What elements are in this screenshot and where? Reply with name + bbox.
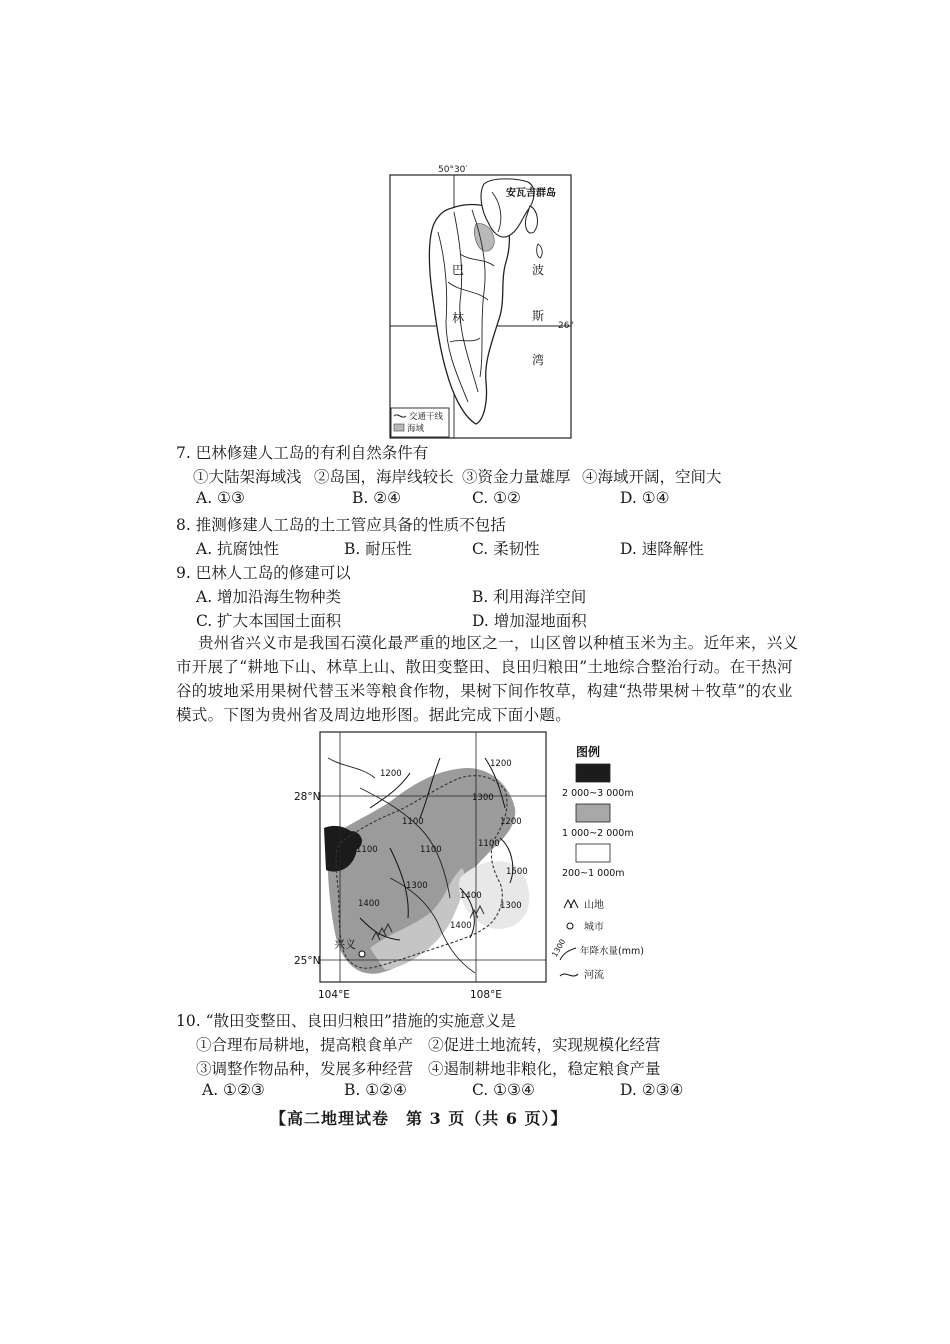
isohyet-label: 1500 xyxy=(506,867,528,877)
q10-statement-2: ②促进土地流转，实现规模化经营 xyxy=(428,1036,661,1054)
lon-104-label: 104°E xyxy=(318,989,350,1001)
passage-line-2: 市开展了“耕地下山、林草上山、散田变整田、良田归粮田”土地综合整治行动。在干热河 xyxy=(176,658,793,676)
isohyet-label: 1400 xyxy=(358,899,380,909)
legend-title: 图例 xyxy=(576,745,601,759)
q8-option-d: D. 速降解性 xyxy=(620,540,704,558)
isohyet-label: 1400 xyxy=(460,891,482,901)
q7-statement-1: ①大陆架海域浅 xyxy=(193,468,302,486)
country-char-1: 巴 xyxy=(452,263,465,277)
legend-city-label: 城市 xyxy=(584,922,604,933)
q7-option-a: A. ①③ xyxy=(196,489,245,507)
isohyet-label: 1200 xyxy=(380,769,402,779)
city-label: 兴义 xyxy=(334,938,356,951)
page-footer: 【高二地理试卷 第 3 页（共 6 页）】 xyxy=(270,1109,568,1128)
isohyet-label: 1300 xyxy=(472,793,494,803)
isohyet-label: 1200 xyxy=(500,817,522,827)
legend-road-label: 交通干线 xyxy=(409,412,444,422)
country-char-2: 林 xyxy=(452,311,465,325)
q10-option-a: A. ①②③ xyxy=(202,1081,265,1099)
river-legend-icon xyxy=(560,974,578,976)
legend-label-low: 200~1 000m xyxy=(562,868,625,879)
city-legend-icon xyxy=(567,923,573,929)
legend-label-mid: 1 000~2 000m xyxy=(562,828,634,839)
q7-statement-2: ②岛国，海岸线较长 xyxy=(314,468,454,486)
sea-legend-icon xyxy=(394,424,404,431)
q9-stem: 9. 巴林人工岛的修建可以 xyxy=(176,564,351,582)
isohyet-label: 1400 xyxy=(450,921,472,931)
isohyet-label: 1100 xyxy=(402,817,424,827)
passage-line-3: 谷的坡地采用果树代替玉米等粮食作物，果树下间作牧草，构建“热带果树＋牧草”的农业 xyxy=(176,682,793,700)
q10-option-c: C. ①③④ xyxy=(472,1081,535,1099)
q7-statement-4: ④海域开阔，空间大 xyxy=(582,468,722,486)
sea-char-1: 波 xyxy=(532,263,545,277)
q10-option-b: B. ①②④ xyxy=(344,1081,407,1099)
sea-char-2: 斯 xyxy=(532,309,545,323)
lon-108-label: 108°E xyxy=(470,989,502,1001)
q7-option-c: C. ①② xyxy=(472,489,521,507)
lat-25-label: 25°N xyxy=(294,955,321,967)
passage-line-1: 贵州省兴义市是我国石漠化最严重的地区之一，山区曾以种植玉米为主。近年来，兴义 xyxy=(198,634,799,652)
q10-option-d: D. ②③④ xyxy=(620,1081,684,1099)
q10-stem: 10. “散田变整田、良田归粮田”措施的实施意义是 xyxy=(176,1012,516,1030)
q9-option-d: D. 增加湿地面积 xyxy=(472,612,587,630)
q9-option-c: C. 扩大本国国土面积 xyxy=(196,612,342,630)
q7-option-d: D. ①④ xyxy=(620,489,670,507)
isohyet-label: 1300 xyxy=(500,901,522,911)
lat-label: 26° xyxy=(558,321,574,331)
q8-option-b: B. 耐压性 xyxy=(344,540,412,558)
q9-option-b: B. 利用海洋空间 xyxy=(472,588,587,606)
q10-statement-4: ④遏制耕地非粮化，稳定粮食产量 xyxy=(428,1060,661,1078)
legend-river-label: 河流 xyxy=(584,970,604,981)
q7-stem: 7. 巴林修建人工岛的有利自然条件有 xyxy=(176,444,429,462)
q9-option-a: A. 增加沿海生物种类 xyxy=(196,588,342,606)
q10-statement-3: ③调整作物品种，发展多种经营 xyxy=(196,1060,414,1078)
q8-option-a: A. 抗腐蚀性 xyxy=(196,540,280,558)
q7-statement-3: ③资金力量雄厚 xyxy=(462,468,571,486)
bahrain-map xyxy=(388,162,573,440)
isohyet-label: 1200 xyxy=(490,759,512,769)
isohyet-label: 1100 xyxy=(478,839,500,849)
legend-sea-label: 海域 xyxy=(407,424,425,434)
legend-swatch-mid xyxy=(576,804,610,822)
isohyet-legend-value: 1300 xyxy=(549,937,568,959)
lon-label: 50°30′ xyxy=(438,165,468,175)
island-label: 安瓦吉群岛 xyxy=(506,188,556,199)
city-icon xyxy=(359,951,365,957)
legend-mountain-label: 山地 xyxy=(584,900,604,911)
legend-swatch-high xyxy=(576,764,610,782)
mountain-icon xyxy=(564,900,578,908)
sea-char-3: 湾 xyxy=(532,353,545,367)
q8-option-c: C. 柔韧性 xyxy=(472,540,540,558)
lat-28-label: 28°N xyxy=(294,791,321,803)
legend-label-high: 2 000~3 000m xyxy=(562,788,634,799)
q8-stem: 8. 推测修建人工岛的土工管应具备的性质不包括 xyxy=(176,516,506,534)
legend-swatch-low xyxy=(576,844,610,862)
isohyet-label: 1100 xyxy=(420,845,442,855)
isohyet-label: 1100 xyxy=(356,845,378,855)
passage-line-4: 模式。下图为贵州省及周边地形图。据此完成下面小题。 xyxy=(176,706,572,724)
q10-statement-1: ①合理布局耕地，提高粮食单产 xyxy=(196,1036,414,1054)
guizhou-map xyxy=(294,728,660,1004)
isohyet-label: 1300 xyxy=(406,881,428,891)
legend-isohyet-label: 年降水量(mm) xyxy=(580,946,644,957)
q7-option-b: B. ②④ xyxy=(352,489,402,507)
